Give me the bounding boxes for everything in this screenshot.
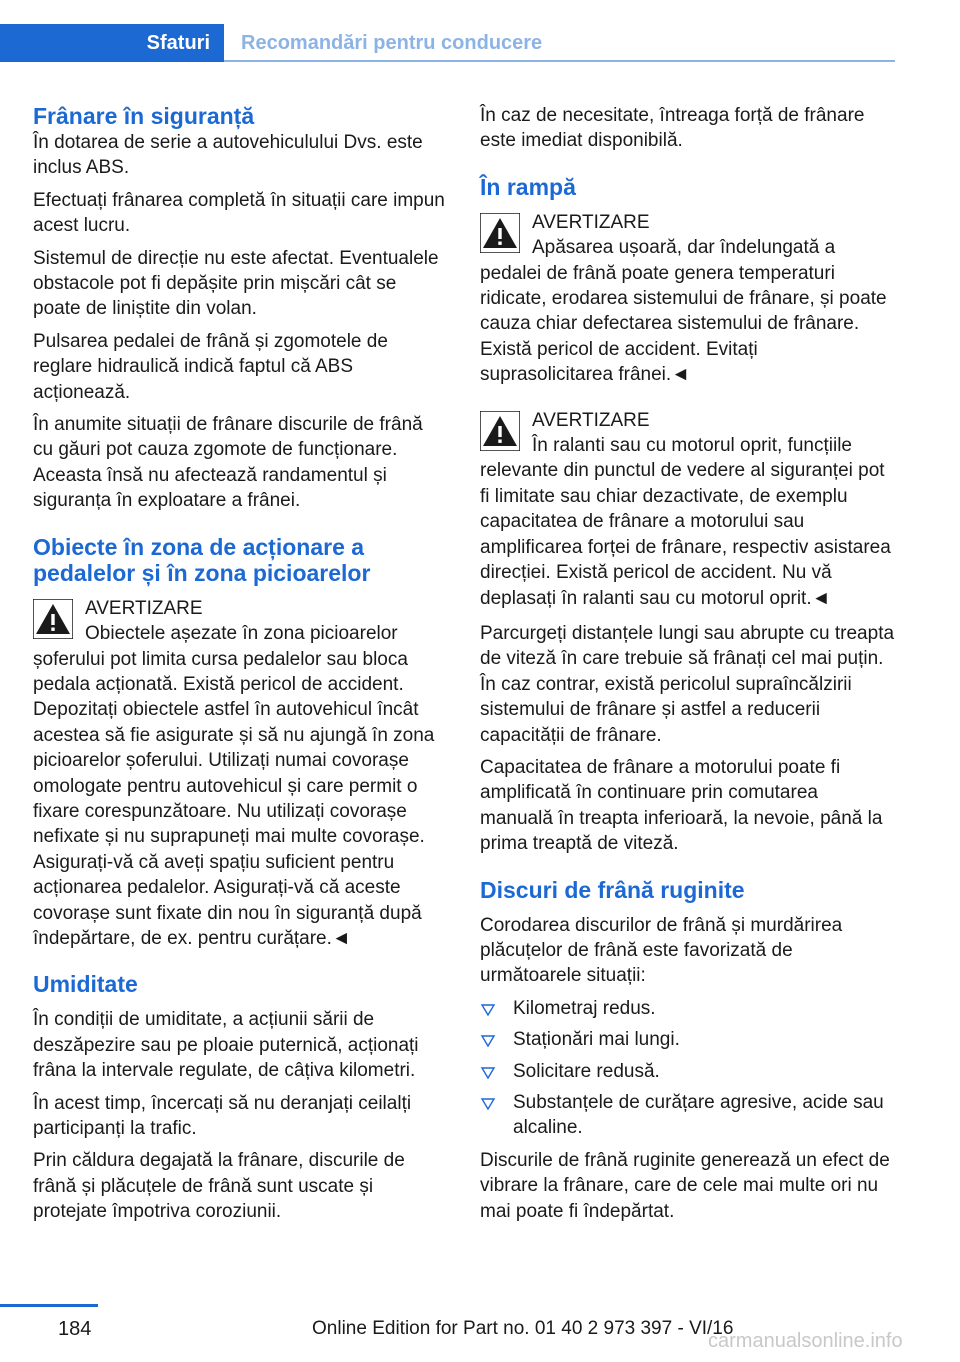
- chapter-title: Recomandări pentru conducere: [241, 32, 543, 54]
- list-item-text: Solicitare redusă.: [513, 1060, 660, 1082]
- warning-block: [480, 210, 895, 388]
- warning-title: AVERTIZARE: [532, 211, 650, 233]
- left-column: [33, 103, 448, 1232]
- warning-text: Obiectele așezate în zona picioarelor șoferului pot limita cursa pedalelor sau bloca pedala acționată. Există pericol de accident. Depozitați obiectele astfel în autovehicul încât acestea să fie asigurate și să nu ajungă în zona picioarelor șoferului. Utilizați numai covorașe omologate pentru autovehicul și care permit o fixare corespunzătoare. Nu utilizați covorașe nefixate și nu suprapuneți mai multe covorașe. Asigurați-vă că aveți spațiu suficient pentru acționarea pedalelor. Asigurați-vă că aceste covorașe sunt fixate din nou în siguranță după îndepărtare, de ex. pentru curățare.◄: [33, 623, 435, 949]
- paragraph: Discurile de frână ruginite generează un efect de vibrare la frânare, care de cele mai multe ori nu mai poate fi îndepărtat.: [480, 1149, 890, 1222]
- list-item-text: Substanțele de curățare agresive, acide sau alcaline.: [513, 1092, 884, 1139]
- paragraph: În anumite situații de frânare discurile de frână cu găuri pot cauza zgomote de funcționare. Aceasta însă nu afectează randamentul și siguranța în exploatare a frânei.: [33, 414, 423, 512]
- heading-ramp: În rampă: [480, 173, 576, 200]
- paragraph: În condiții de umiditate, a acțiunii sării de deszăpezire sau pe ploaie puternică, acționați frâna la intervale regulate, de câțiva kilometri.: [33, 1009, 419, 1082]
- watermark: carmanualsonline.info: [708, 1330, 903, 1352]
- list-item: [480, 996, 895, 1021]
- warning-block: [33, 596, 448, 952]
- paragraph: Efectuați frânarea completă în situații care impun acest lucru.: [33, 189, 445, 237]
- footer-rule: [0, 1304, 98, 1307]
- warning-title: AVERTIZARE: [85, 597, 203, 619]
- paragraph: În dotarea de serie a autovehiculului Dvs. este inclus ABS.: [33, 132, 423, 179]
- paragraph: Capacitatea de frânare a motorului poate fi amplificată în continuare prin comutarea manuală în treapta inferioară, la nevoie, până la prima treaptă de viteză.: [480, 756, 883, 855]
- triangle-bullet-icon: [480, 1030, 496, 1050]
- paragraph: Prin căldura degajată la frânare, discurile de frână și plăcuțele de frână sunt uscate și protejate împotriva coroziunii.: [33, 1150, 405, 1223]
- warning-title: AVERTIZARE: [532, 409, 650, 431]
- paragraph: În caz de necesitate, întreaga forță de frânare este imediat disponibilă.: [480, 105, 865, 152]
- warning-triangle-icon: [480, 411, 520, 451]
- triangle-bullet-icon: [480, 999, 496, 1019]
- section-tab: Sfaturi: [0, 24, 224, 62]
- paragraph: Parcurgeți distanțele lungi sau abrupte cu treapta de viteză în care trebuie să frânați cel mai puțin. În caz contrar, există pericolul supraîncălzirii sistemului de frânare și astfel a reducerii capacității de frânare.: [480, 622, 895, 746]
- edition-text: Online Edition for Part no. 01 40 2 973 397 - VI/16: [312, 1318, 734, 1339]
- warning-text: În ralanti sau cu motorul oprit, funcțiile relevante din punctul de vedere al siguranței pot fi limitate sau chiar dezactivate, de exemplu capacitatea de frânare a motorului sau amplificarea forței de frânare, respectiv asistarea direcției. Există pericol de accident. Nu vă deplasați în ralanti sau cu motorul oprit.◄: [480, 435, 891, 609]
- warning-triangle-icon: [33, 599, 73, 639]
- heading-objects-pedals: Obiecte în zona de acționare a pedalelor și în zona picioarelor: [33, 533, 371, 586]
- right-column: [480, 103, 895, 1231]
- heading-rusty-discs: Discuri de frână ruginite: [480, 876, 745, 903]
- list-item-text: Kilometraj redus.: [513, 997, 656, 1019]
- list-item: [480, 1090, 895, 1141]
- list-item: [480, 1059, 895, 1084]
- paragraph: Corodarea discurilor de frână și murdărirea plăcuțelor de frână este favorizată de următoarele situații:: [480, 914, 843, 987]
- heading-safe-braking: Frânare în siguranță: [33, 103, 255, 129]
- page-header: [0, 24, 895, 62]
- triangle-bullet-icon: [480, 1062, 496, 1082]
- warning-text: Apăsarea ușoară, dar îndelungată a pedalei de frână poate genera temperaturi ridicate, erodarea sistemului de frânare, și poate cauza chiar defectarea sistemului de frânare. Există pericol de accident. Evitați suprasolicitarea frânei.◄: [480, 237, 887, 386]
- warning-block: [480, 408, 895, 611]
- triangle-bullet-icon: [480, 1093, 496, 1113]
- bullet-list: [480, 996, 895, 1141]
- warning-triangle-icon: [480, 213, 520, 253]
- list-item: [480, 1027, 895, 1052]
- paragraph: Pulsarea pedalei de frână și zgomotele de reglare hidraulică indică faptul că ABS acționează.: [33, 330, 388, 403]
- paragraph: Sistemul de direcție nu este afectat. Eventualele obstacole pot fi depășite prin mișcări cât se poate de liniștite din volan.: [33, 247, 439, 320]
- page-number: 184: [58, 1318, 92, 1340]
- header-rule: [224, 60, 895, 62]
- list-item-text: Staționări mai lungi.: [513, 1029, 680, 1051]
- heading-humidity: Umiditate: [33, 971, 138, 998]
- paragraph: În acest timp, încercați să nu deranjați ceilalți participanți la trafic.: [33, 1092, 412, 1139]
